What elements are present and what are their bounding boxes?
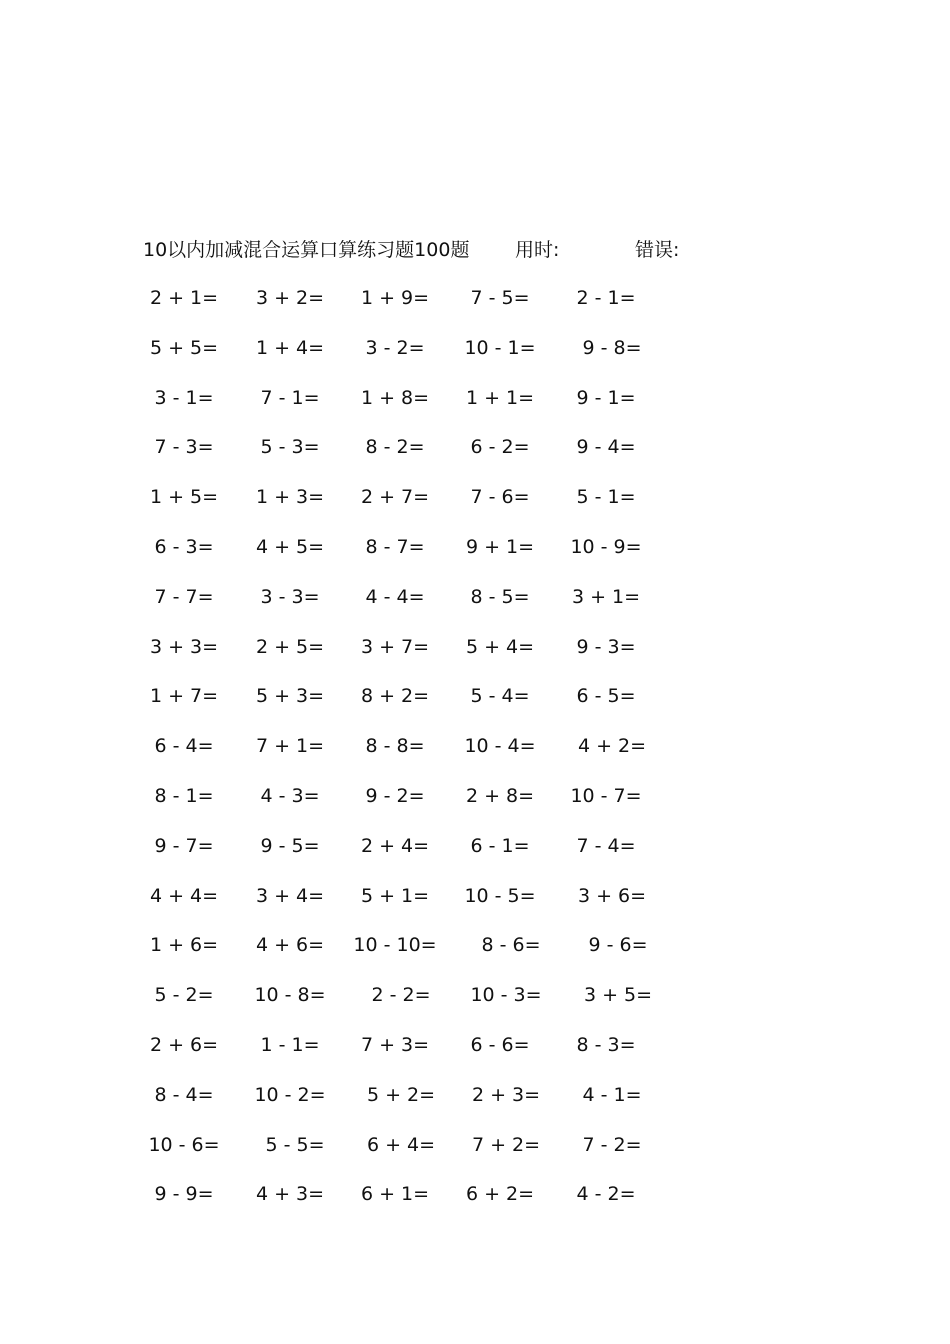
arithmetic-problem: 2 + 7= bbox=[360, 486, 430, 508]
arithmetic-problem: 10 - 2= bbox=[254, 1084, 326, 1106]
arithmetic-problem: 1 + 3= bbox=[255, 486, 325, 508]
arithmetic-problem: 1 - 1= bbox=[260, 1034, 320, 1056]
arithmetic-problem: 4 + 6= bbox=[255, 934, 325, 956]
arithmetic-problem: 7 - 1= bbox=[260, 387, 320, 409]
arithmetic-problem: 9 - 9= bbox=[154, 1183, 214, 1205]
arithmetic-problem: 2 + 3= bbox=[471, 1084, 541, 1106]
arithmetic-problem: 2 + 1= bbox=[149, 287, 219, 309]
arithmetic-problem: 8 - 7= bbox=[365, 536, 425, 558]
worksheet-title: 10以内加减混合运算口算练习题100题 bbox=[143, 239, 470, 261]
arithmetic-problem: 7 - 3= bbox=[154, 436, 214, 458]
arithmetic-problem: 6 + 2= bbox=[465, 1183, 535, 1205]
arithmetic-problem: 7 - 2= bbox=[582, 1134, 642, 1156]
arithmetic-problem: 8 + 2= bbox=[360, 685, 430, 707]
arithmetic-problem: 10 - 4= bbox=[464, 735, 536, 757]
arithmetic-problem: 7 + 2= bbox=[471, 1134, 541, 1156]
arithmetic-problem: 5 - 2= bbox=[154, 984, 214, 1006]
errors-label: 错误: bbox=[635, 239, 680, 261]
arithmetic-problem: 3 + 4= bbox=[255, 885, 325, 907]
arithmetic-problem: 9 - 6= bbox=[588, 934, 648, 956]
arithmetic-problem: 10 - 7= bbox=[570, 785, 642, 807]
arithmetic-problem: 8 - 8= bbox=[365, 735, 425, 757]
arithmetic-problem: 9 + 1= bbox=[465, 536, 535, 558]
arithmetic-problem: 2 - 2= bbox=[371, 984, 431, 1006]
arithmetic-problem: 10 - 10= bbox=[353, 934, 437, 956]
arithmetic-problem: 9 - 1= bbox=[576, 387, 636, 409]
arithmetic-problem: 5 + 5= bbox=[149, 337, 219, 359]
arithmetic-problem: 9 - 2= bbox=[365, 785, 425, 807]
arithmetic-problem: 5 + 4= bbox=[465, 636, 535, 658]
arithmetic-problem: 8 - 4= bbox=[154, 1084, 214, 1106]
arithmetic-problem: 9 - 3= bbox=[576, 636, 636, 658]
arithmetic-problem: 1 + 5= bbox=[149, 486, 219, 508]
arithmetic-problem: 9 - 5= bbox=[260, 835, 320, 857]
arithmetic-problem: 1 + 4= bbox=[255, 337, 325, 359]
arithmetic-problem: 5 + 3= bbox=[255, 685, 325, 707]
arithmetic-problem: 7 + 3= bbox=[360, 1034, 430, 1056]
arithmetic-problem: 3 - 3= bbox=[260, 586, 320, 608]
arithmetic-problem: 7 - 7= bbox=[154, 586, 214, 608]
arithmetic-problem: 9 - 7= bbox=[154, 835, 214, 857]
arithmetic-problem: 8 - 3= bbox=[576, 1034, 636, 1056]
arithmetic-problem: 4 + 4= bbox=[149, 885, 219, 907]
arithmetic-problem: 4 + 5= bbox=[255, 536, 325, 558]
arithmetic-problem: 5 + 1= bbox=[360, 885, 430, 907]
arithmetic-problem: 5 - 4= bbox=[470, 685, 530, 707]
arithmetic-problem: 3 - 2= bbox=[365, 337, 425, 359]
arithmetic-problem: 10 - 1= bbox=[464, 337, 536, 359]
arithmetic-problem: 6 - 2= bbox=[470, 436, 530, 458]
arithmetic-problem: 4 + 3= bbox=[255, 1183, 325, 1205]
arithmetic-problem: 4 - 1= bbox=[582, 1084, 642, 1106]
arithmetic-problem: 3 + 2= bbox=[255, 287, 325, 309]
arithmetic-problem: 9 - 8= bbox=[582, 337, 642, 359]
arithmetic-problem: 7 + 1= bbox=[255, 735, 325, 757]
arithmetic-problem: 5 + 2= bbox=[366, 1084, 436, 1106]
arithmetic-problem: 10 - 6= bbox=[148, 1134, 220, 1156]
arithmetic-problem: 7 - 4= bbox=[576, 835, 636, 857]
arithmetic-problem: 10 - 5= bbox=[464, 885, 536, 907]
arithmetic-problem: 3 - 1= bbox=[154, 387, 214, 409]
arithmetic-problem: 2 + 4= bbox=[360, 835, 430, 857]
arithmetic-problem: 6 - 4= bbox=[154, 735, 214, 757]
arithmetic-problem: 4 - 2= bbox=[576, 1183, 636, 1205]
arithmetic-problem: 5 - 5= bbox=[265, 1134, 325, 1156]
arithmetic-problem: 10 - 3= bbox=[470, 984, 542, 1006]
time-used-label: 用时: bbox=[515, 239, 560, 261]
arithmetic-problem: 6 - 3= bbox=[154, 536, 214, 558]
arithmetic-problem: 5 - 1= bbox=[576, 486, 636, 508]
arithmetic-problem: 8 - 1= bbox=[154, 785, 214, 807]
arithmetic-problem: 2 + 6= bbox=[149, 1034, 219, 1056]
arithmetic-problem: 1 + 8= bbox=[360, 387, 430, 409]
arithmetic-problem: 1 + 1= bbox=[465, 387, 535, 409]
arithmetic-problem: 4 - 3= bbox=[260, 785, 320, 807]
arithmetic-problem: 3 + 3= bbox=[149, 636, 219, 658]
arithmetic-problem: 3 + 7= bbox=[360, 636, 430, 658]
arithmetic-problem: 6 - 1= bbox=[470, 835, 530, 857]
arithmetic-problem: 6 - 6= bbox=[470, 1034, 530, 1056]
arithmetic-problem: 1 + 9= bbox=[360, 287, 430, 309]
arithmetic-problem: 6 - 5= bbox=[576, 685, 636, 707]
arithmetic-problem: 10 - 9= bbox=[570, 536, 642, 558]
arithmetic-problem: 10 - 8= bbox=[254, 984, 326, 1006]
arithmetic-problem: 2 + 5= bbox=[255, 636, 325, 658]
arithmetic-problem: 6 + 1= bbox=[360, 1183, 430, 1205]
arithmetic-problem: 8 - 5= bbox=[470, 586, 530, 608]
arithmetic-problem: 4 - 4= bbox=[365, 586, 425, 608]
arithmetic-problem: 8 - 2= bbox=[365, 436, 425, 458]
arithmetic-problem: 9 - 4= bbox=[576, 436, 636, 458]
arithmetic-problem: 6 + 4= bbox=[366, 1134, 436, 1156]
arithmetic-problem: 1 + 7= bbox=[149, 685, 219, 707]
arithmetic-problem: 7 - 6= bbox=[470, 486, 530, 508]
arithmetic-problem: 8 - 6= bbox=[481, 934, 541, 956]
arithmetic-problem: 5 - 3= bbox=[260, 436, 320, 458]
arithmetic-problem: 2 - 1= bbox=[576, 287, 636, 309]
arithmetic-problem: 1 + 6= bbox=[149, 934, 219, 956]
arithmetic-problem: 3 + 1= bbox=[571, 586, 641, 608]
arithmetic-problem: 7 - 5= bbox=[470, 287, 530, 309]
arithmetic-problem: 3 + 6= bbox=[577, 885, 647, 907]
arithmetic-problem: 4 + 2= bbox=[577, 735, 647, 757]
arithmetic-problem: 2 + 8= bbox=[465, 785, 535, 807]
arithmetic-problem: 3 + 5= bbox=[583, 984, 653, 1006]
